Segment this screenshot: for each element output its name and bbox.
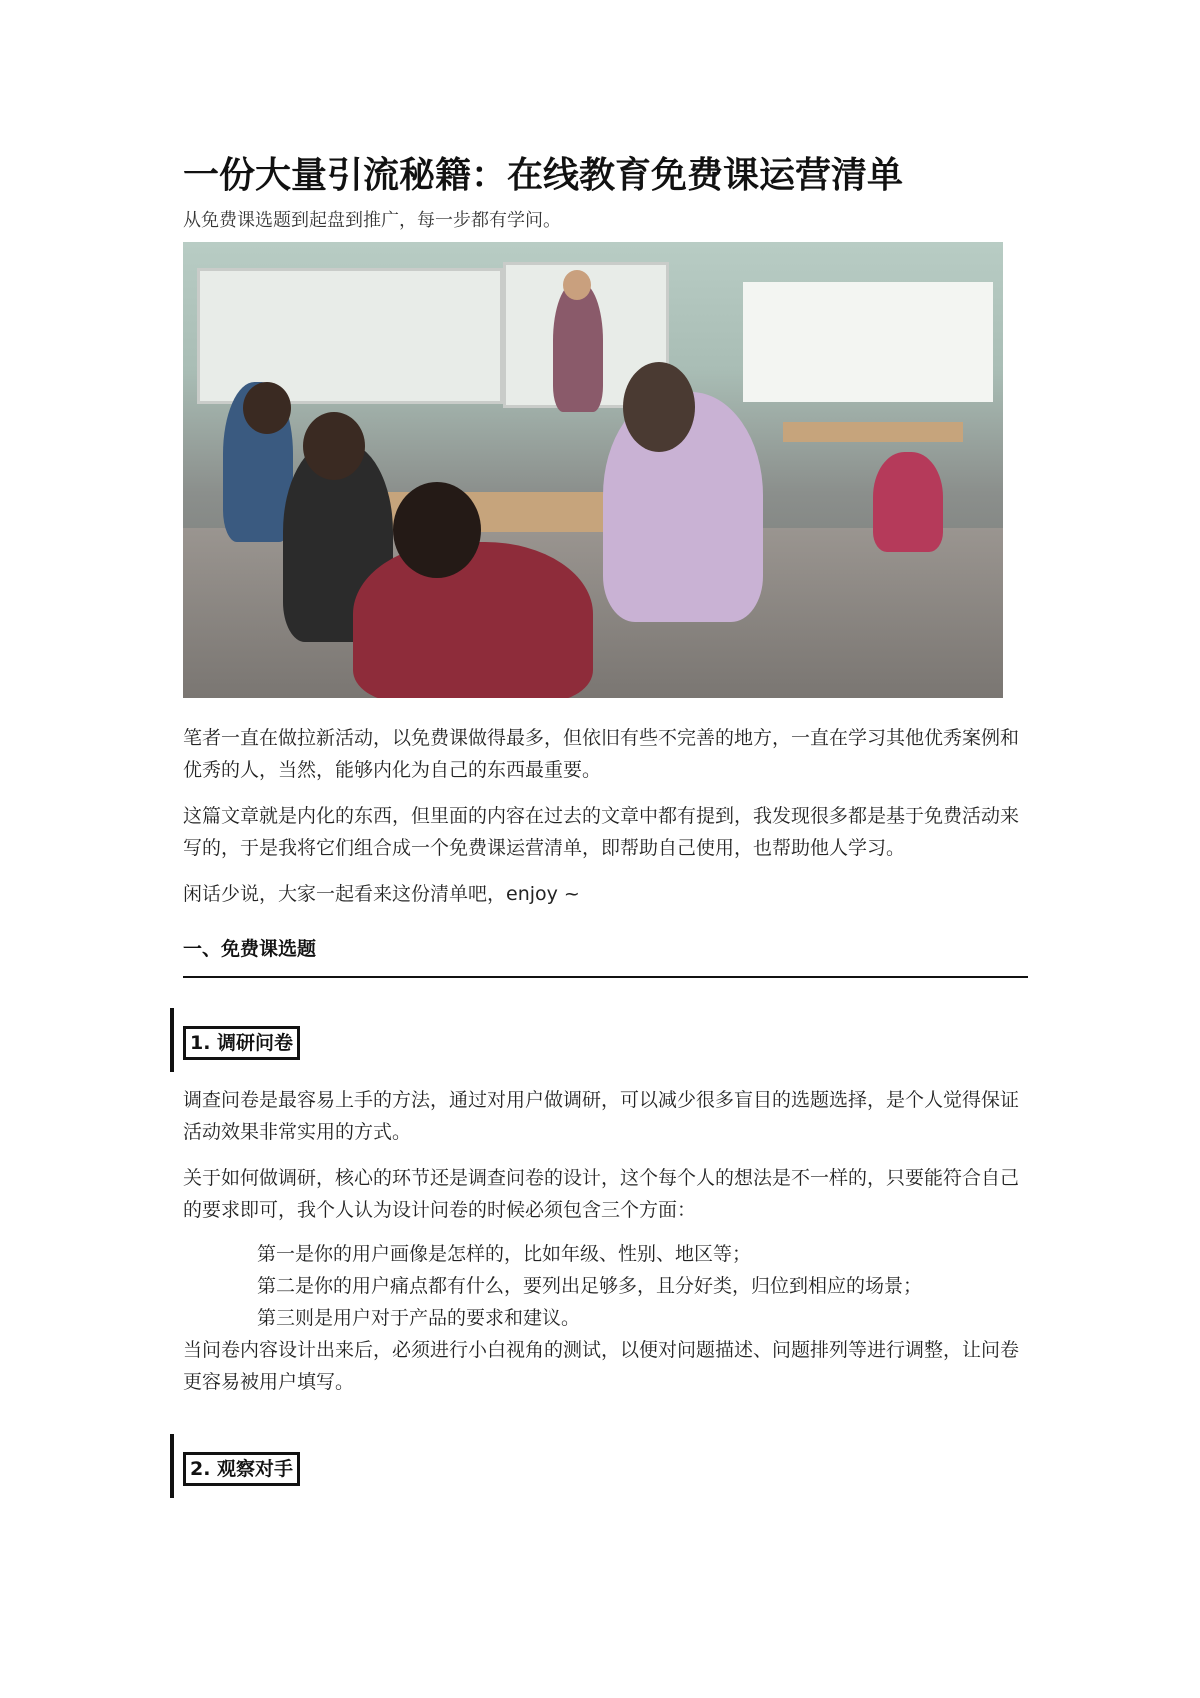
sub1-paragraph-1: 调查问卷是最容易上手的方法，通过对用户做调研，可以减少很多盲目的选题选择，是个人觉得保证活动效果非常实用的方式。: [183, 1089, 1020, 1143]
article-title: 一份大量引流秘籍：在线教育免费课运营清单: [183, 155, 904, 196]
section-heading-1: 一、免费课选题: [183, 938, 317, 960]
teacher-head: [563, 270, 591, 300]
section-divider: [183, 976, 1028, 978]
intro-paragraphs: [183, 722, 1023, 910]
teacher-figure: [553, 282, 603, 412]
window-right: [743, 282, 993, 402]
heading-accent-bar: [170, 1434, 174, 1498]
article: [183, 150, 1023, 1498]
list-item: 第一是你的用户画像是怎样的，比如年级、性别、地区等；: [257, 1243, 752, 1265]
student-head-4: [623, 362, 695, 452]
subsection-title-2: 2. 观察对手: [183, 1452, 300, 1486]
whiteboard-left: [197, 268, 503, 404]
sub1-paragraph-after: 当问卷内容设计出来后，必须进行小白视角的测试，以便对问题描述、问题排列等进行调整，让问卷更容易被用户填写。: [183, 1339, 1020, 1393]
student-head-2: [303, 412, 365, 480]
subsection-1-body: [183, 1084, 1023, 1226]
list-item: 第三则是用户对于产品的要求和建议。: [257, 1307, 581, 1329]
student-backpack: [873, 452, 943, 552]
intro-paragraph-3: 闲话少说，大家一起看来这份清单吧，enjoy ~: [183, 883, 580, 905]
list-item: 第二是你的用户痛点都有什么，要列出足够多，且分好类，归位到相应的场景；: [257, 1275, 923, 1297]
classroom-photo: [183, 242, 1003, 698]
article-subtitle: 从免费课选题到起盘到推广，每一步都有学问。: [183, 210, 561, 231]
intro-paragraph-1: 笔者一直在做拉新活动，以免费课做得最多，但依旧有些不完善的地方，一直在学习其他优秀案例和优秀的人，当然，能够内化为自己的东西最重要。: [183, 727, 1020, 781]
sub1-paragraph-2: 关于如何做调研，核心的环节还是调查问卷的设计，这个每个人的想法是不一样的，只要能符合自己的要求即可，我个人认为设计问卷的时候必须包含三个方面：: [183, 1167, 1020, 1221]
subsection-heading-2: [183, 1434, 1023, 1498]
subsection-heading-1: [183, 1008, 1023, 1072]
desk-back: [783, 422, 963, 442]
survey-list: [257, 1238, 1023, 1334]
student-head-3: [393, 482, 481, 578]
heading-accent-bar: [170, 1008, 174, 1072]
subsection-title-1: 1. 调研问卷: [183, 1026, 300, 1060]
student-figure-3: [353, 542, 593, 698]
intro-paragraph-2: 这篇文章就是内化的东西，但里面的内容在过去的文章中都有提到，我发现很多都是基于免费活动来写的，于是我将它们组合成一个免费课运营清单，即帮助自己使用，也帮助他人学习。: [183, 805, 1020, 859]
student-head-1: [243, 382, 291, 434]
